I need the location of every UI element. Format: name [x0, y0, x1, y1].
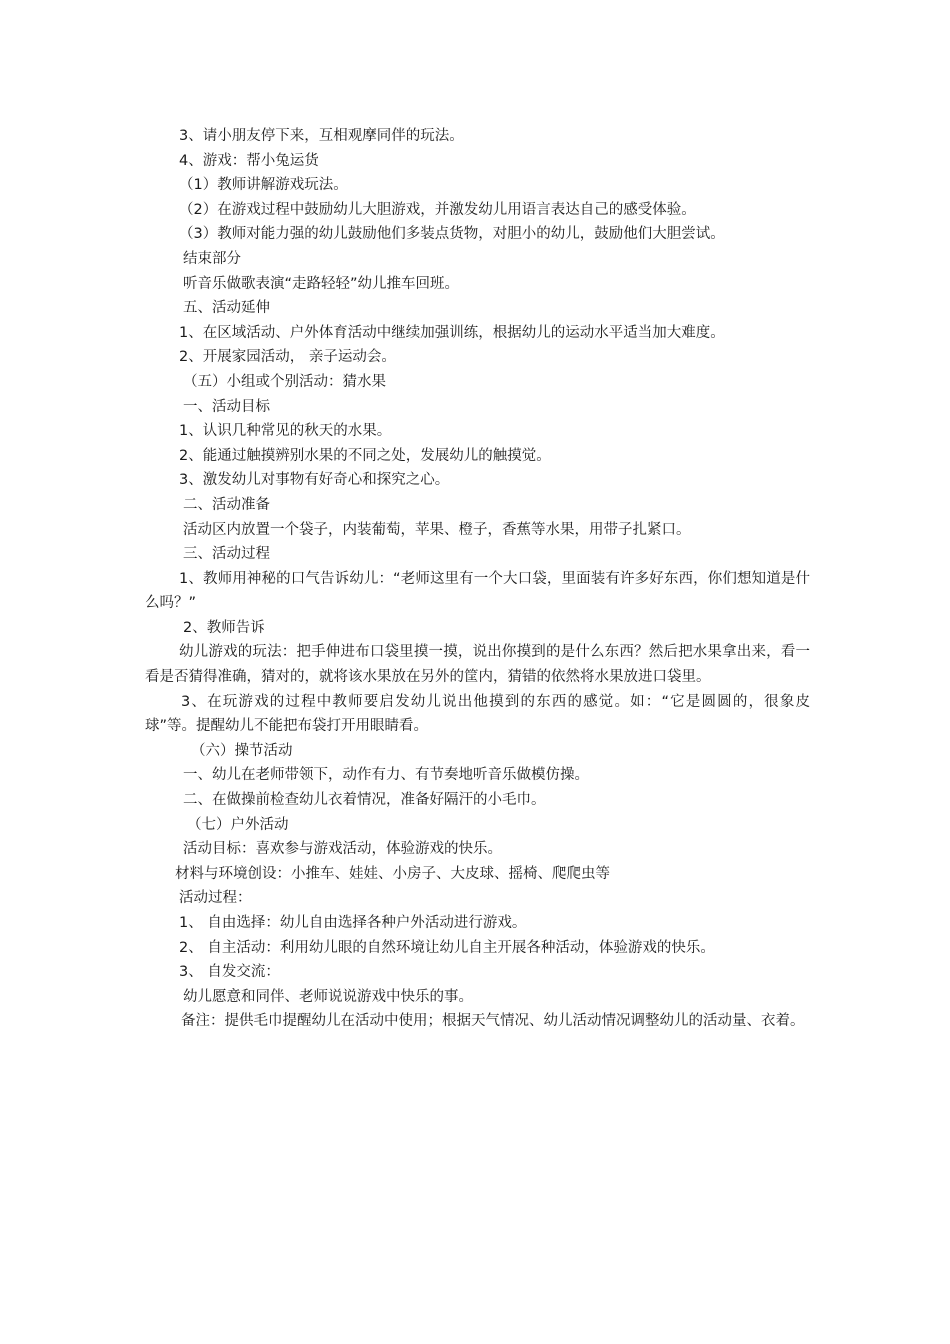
- text-line: 1、在区域活动、户外体育活动中继续加强训练，根据幼儿的运动水平适当加大难度。: [179, 324, 725, 341]
- section-heading: 一、活动目标: [183, 398, 270, 415]
- section-heading: 结束部分: [183, 250, 241, 267]
- text-paragraph: 1、教师用神秘的口气告诉幼儿：“老师这里有一个大口袋，里面装有许多好东西，你们想知道是什么吗？”: [145, 570, 810, 612]
- text-line: （1）教师讲解游戏玩法。: [179, 177, 348, 194]
- section-heading: （七）户外活动: [187, 816, 289, 833]
- text-line: 2、开展家园活动， 亲子运动会。: [179, 349, 396, 366]
- text-paragraph: 3、在玩游戏的过程中教师要启发幼儿说出他摸到的东西的感觉。如：“它是圆圆的，很象皮球”等。提醒幼儿不能把布袋打开用眼睛看。: [145, 693, 810, 735]
- text-paragraph: 幼儿游戏的玩法：把手伸进布口袋里摸一摸，说出你摸到的是什么东西？然后把水果拿出来，看一看是否猜得准确，猜对的，就将该水果放在另外的筐内，猜错的依然将水果放进口袋里。: [145, 644, 810, 686]
- section-heading: 二、活动准备: [183, 496, 270, 513]
- section-heading: 三、活动过程: [183, 546, 270, 563]
- text-paragraph: 备注：提供毛巾提醒幼儿在活动中使用；根据天气情况、幼儿活动情况调整幼儿的活动量、衣着。: [181, 1013, 805, 1030]
- text-line: 3、请小朋友停下来，互相观摩同伴的玩法。: [179, 128, 464, 144]
- text-line: 一、幼儿在老师带领下，动作有力、有节奏地听音乐做模仿操。: [183, 767, 589, 784]
- text-line: 活动区内放置一个袋子，内装葡萄，苹果、橙子，香蕉等水果，用带子扎紧口。: [183, 521, 691, 538]
- text-line: 1、认识几种常见的秋天的水果。: [179, 423, 392, 440]
- section-heading: （五）小组或个别活动：猜水果: [183, 373, 386, 390]
- text-line: 二、在做操前检查幼儿衣着情况，准备好隔汗的小毛巾。: [183, 792, 546, 809]
- section-heading: 五、活动延伸: [183, 300, 270, 317]
- document-page: [145, 124, 810, 1034]
- text-line: （2）在游戏过程中鼓励幼儿大胆游戏，并激发幼儿用语言表达自己的感受体验。: [179, 201, 696, 218]
- text-line: 2、教师告诉: [183, 619, 265, 636]
- text-line: 3、 自发交流：: [179, 964, 280, 981]
- text-line: 3、激发幼儿对事物有好奇心和探究之心。: [179, 472, 450, 489]
- text-line: 2、能通过触摸辨别水果的不同之处，发展幼儿的触摸觉。: [179, 447, 551, 464]
- section-heading: （六）操节活动: [191, 742, 293, 759]
- text-line: 幼儿愿意和同伴、老师说说游戏中快乐的事。: [183, 988, 473, 1005]
- text-line: 听音乐做歌表演“走路轻轻”幼儿推车回班。: [183, 275, 460, 292]
- text-line: 1、 自由选择：幼儿自由选择各种户外活动进行游戏。: [179, 915, 527, 931]
- text-line: 活动过程：: [179, 890, 252, 907]
- text-line: 活动目标：喜欢参与游戏活动，体验游戏的快乐。: [183, 841, 502, 858]
- text-line: 4、游戏：帮小兔运货: [179, 152, 319, 169]
- text-line: 2、 自主活动：利用幼儿眼的自然环境让幼儿自主开展各种活动，体验游戏的快乐。: [179, 939, 715, 956]
- text-line: 材料与环境创设：小推车、娃娃、小房子、大皮球、摇椅、爬爬虫等: [175, 865, 610, 882]
- text-line: （3）教师对能力强的幼儿鼓励他们多装点货物，对胆小的幼儿，鼓励他们大胆尝试。: [179, 226, 725, 243]
